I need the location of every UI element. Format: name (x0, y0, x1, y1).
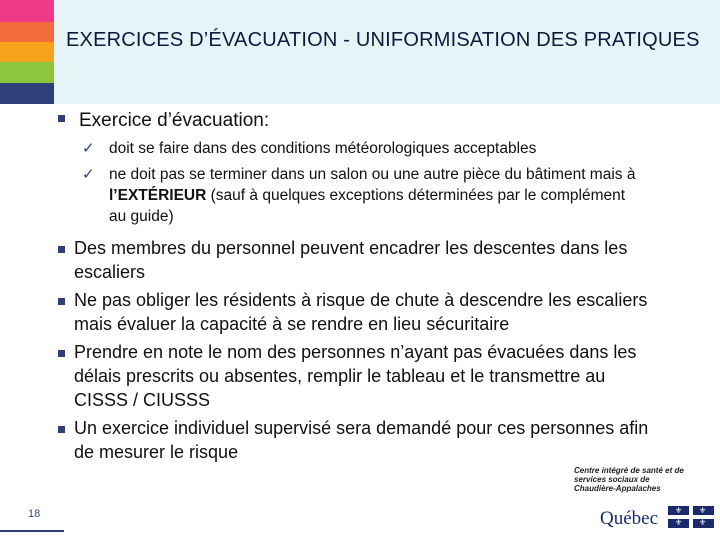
main-bullet-text: Exercice d’évacuation: (79, 110, 270, 131)
page-number-underline (0, 530, 64, 532)
color-stripe-orange (0, 22, 54, 42)
slide-title: EXERCICES D’ÉVACUATION - UNIFORMISATION DES PRATIQUES (66, 29, 700, 51)
checkmark-icon: ✓ (82, 140, 95, 157)
sub-item-text: doit se faire dans des conditions météorologiques acceptables (109, 140, 537, 157)
main-bullet (58, 108, 269, 134)
color-stripe-pink (0, 0, 54, 22)
bullet-item (58, 236, 658, 284)
square-bullet-icon (58, 115, 65, 122)
bullet-item (58, 288, 658, 336)
color-stripe-green (0, 62, 54, 83)
square-bullet-icon (58, 350, 65, 357)
sub-item-text: ne doit pas se terminer dans un salon ou une autre pièce du bâtiment mais à l’EXTÉRIEUR (sauf à quelques exceptions déterminées par le complément au guide) (109, 166, 636, 225)
page-number: 18 (28, 508, 41, 520)
square-bullet-icon (58, 246, 65, 253)
color-stripe-navy (0, 83, 54, 104)
quebec-logo-text: Québec (600, 508, 659, 529)
square-bullet-icon (58, 426, 65, 433)
bullet-item (58, 340, 658, 412)
bullet-item (58, 416, 658, 464)
sub-item (82, 138, 642, 159)
slide-header (0, 0, 720, 104)
bullet-text: Ne pas obliger les résidents à risque de chute à descendre les escaliers mais évaluer la capacité à se rendre en lieu sécuritaire (74, 290, 648, 334)
bullet-text: Un exercice individuel supervisé sera demandé pour ces personnes afin de mesurer le risque (74, 418, 649, 462)
bullet-text: Des membres du personnel peuvent encadrer les descentes dans les escaliers (74, 238, 628, 282)
checkmark-icon: ✓ (82, 166, 95, 183)
square-bullet-icon (58, 298, 65, 305)
bullet-text: Prendre en note le nom des personnes n’ayant pas évacuées dans les délais prescrits ou absentes, remplir le tableau et le transmettre au CISSS / CIUSSS (74, 342, 637, 410)
emphasis-text: l’EXTÉRIEUR (109, 187, 207, 204)
sub-item (82, 164, 642, 227)
cisss-logo-text: Centre intégré de santé et de services sociaux de Chaudière-Appalaches (574, 466, 684, 493)
color-stripe-yellow (0, 42, 54, 62)
quebec-flag-icon: ⚜ ⚜ ⚜ ⚜ (668, 506, 714, 528)
